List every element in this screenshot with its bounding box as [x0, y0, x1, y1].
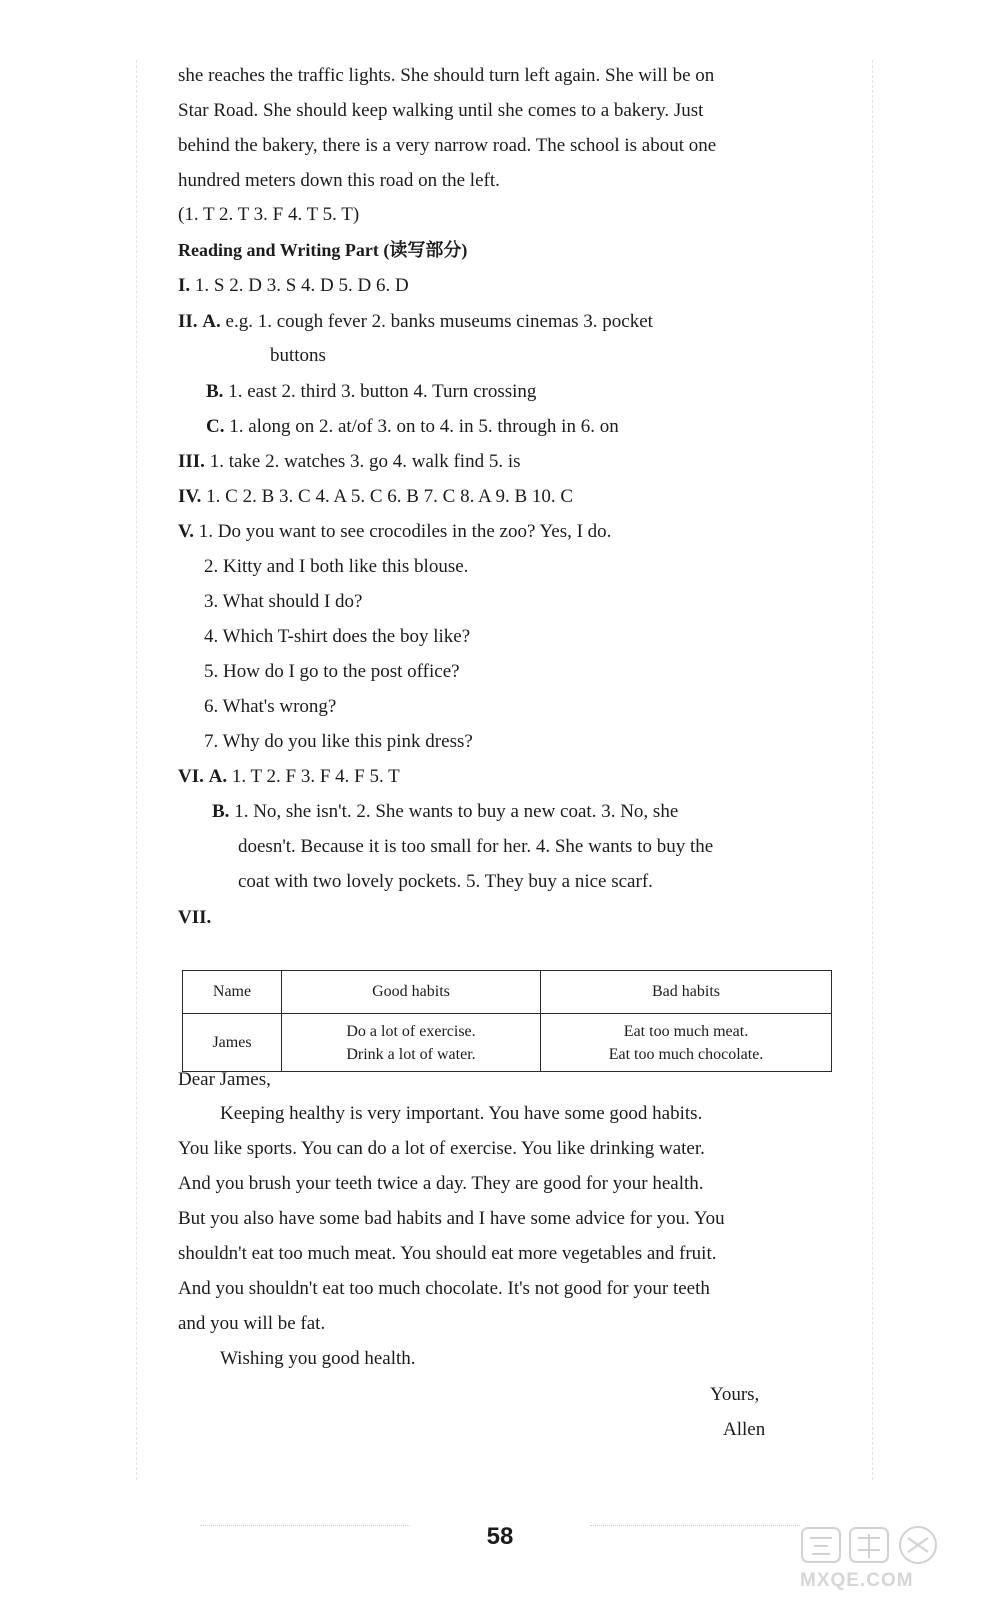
question-label: V.: [178, 521, 195, 542]
answer-text: 1. along on 2. at/of 3. on to 4. in 5. through in 6. on: [229, 416, 619, 437]
question-ii-b: [206, 380, 536, 404]
table-header-row: [183, 971, 832, 1014]
question-label: IV.: [178, 486, 202, 507]
section-heading: Reading and Writing Part (读写部分): [178, 240, 468, 260]
habit-item: Eat too much chocolate.: [608, 1045, 764, 1063]
part-label: B.: [212, 801, 230, 822]
answer-text: 1. take 2. watches 3. go 4. walk find 5. is: [209, 451, 521, 472]
table-header: Name: [183, 971, 282, 1014]
passage-line: Star Road. She should keep walking until she comes to a bakery. Just: [178, 100, 704, 121]
habits-table: [182, 970, 832, 1072]
table-cell-bad-habits: [541, 1014, 832, 1072]
answer-item: 4. Which T-shirt does the boy like?: [204, 626, 471, 647]
table-header: Bad habits: [541, 971, 832, 1014]
letter-line: shouldn't eat too much meat. You should eat more vegetables and fruit.: [178, 1243, 717, 1264]
question-label: VI.: [178, 766, 204, 787]
letter-line: But you also have some bad habits and I have some advice for you. You: [178, 1208, 725, 1229]
table-cell-good-habits: [282, 1014, 541, 1072]
answer-text: 1. S 2. D 3. S 4. D 5. D 6. D: [194, 275, 409, 296]
question-i: [178, 274, 409, 298]
letter-line: and you will be fat.: [178, 1313, 326, 1334]
answer-text: 1. Do you want to see crocodiles in the zoo? Yes, I do.: [198, 521, 612, 542]
answer-item: 5. How do I go to the post office?: [204, 661, 460, 682]
question-iv: [178, 485, 573, 509]
answer-continuation: coat with two lovely pockets. 5. They buy a nice scarf.: [238, 871, 653, 892]
answer-continuation: doesn't. Because it is too small for her. 4. She wants to buy the: [238, 836, 714, 857]
passage-line: behind the bakery, there is a very narrow road. The school is about one: [178, 135, 717, 156]
letter-line: And you shouldn't eat too much chocolate. It's not good for your teeth: [178, 1278, 710, 1299]
table-header: Good habits: [282, 971, 541, 1014]
watermark-text: MXQE.COM: [800, 1570, 914, 1591]
letter-wish: Wishing you good health.: [220, 1348, 416, 1369]
question-label: III.: [178, 451, 205, 472]
page-guide-right: [872, 60, 873, 1480]
habit-item: Do a lot of exercise.: [346, 1022, 476, 1040]
question-ii-a: [178, 310, 653, 334]
answer-text: e.g. 1. cough fever 2. banks museums cinemas 3. pocket: [225, 311, 653, 332]
question-label: I.: [178, 275, 191, 296]
part-label: A.: [202, 311, 221, 332]
answer-text: 1. C 2. B 3. C 4. A 5. C 6. B 7. C 8. A 9. B 10. C: [206, 486, 574, 507]
watermark-logo: [794, 1524, 986, 1594]
page-guide-left: [136, 60, 137, 1480]
table-cell-name: James: [183, 1014, 282, 1072]
answer-item: 2. Kitty and I both like this blouse.: [204, 556, 469, 577]
answer-text: 1. No, she isn't. 2. She wants to buy a new coat. 3. No, she: [234, 801, 679, 822]
question-label: II.: [178, 311, 198, 332]
question-vi-a: [178, 765, 400, 789]
passage-line: hundred meters down this road on the left.: [178, 170, 500, 191]
page-number: 58: [486, 1523, 514, 1550]
part-label: B.: [206, 381, 224, 402]
question-vi-b: [212, 800, 678, 824]
question-v: [178, 520, 611, 544]
letter-line: You like sports. You can do a lot of exercise. You like drinking water.: [178, 1138, 705, 1159]
answer-item: 6. What's wrong?: [204, 696, 337, 717]
passage-line: she reaches the traffic lights. She should turn left again. She will be on: [178, 65, 715, 86]
habit-item: Eat too much meat.: [623, 1022, 749, 1040]
listening-answers: (1. T 2. T 3. F 4. T 5. T): [178, 204, 360, 225]
answer-item: 7. Why do you like this pink dress?: [204, 731, 473, 752]
answer-item: 3. What should I do?: [204, 591, 363, 612]
letter-line: Keeping healthy is very important. You have some good habits.: [220, 1103, 703, 1124]
letter-signature: Allen: [723, 1419, 766, 1440]
part-label: C.: [206, 416, 225, 437]
question-iii: [178, 450, 521, 474]
habit-item: Drink a lot of water.: [346, 1045, 476, 1063]
answer-text: 1. T 2. F 3. F 4. F 5. T: [231, 766, 400, 787]
letter-closing: Yours,: [710, 1384, 760, 1405]
question-label: VII.: [178, 907, 212, 928]
letter-greeting: Dear James,: [178, 1069, 271, 1090]
table-row: [183, 1014, 832, 1072]
letter-line: And you brush your teeth twice a day. They are good for your health.: [178, 1173, 704, 1194]
part-label: A.: [208, 766, 228, 787]
answer-continuation: buttons: [270, 345, 326, 366]
question-ii-c: [206, 415, 619, 439]
answer-text: 1. east 2. third 3. button 4. Turn crossing: [228, 381, 537, 402]
